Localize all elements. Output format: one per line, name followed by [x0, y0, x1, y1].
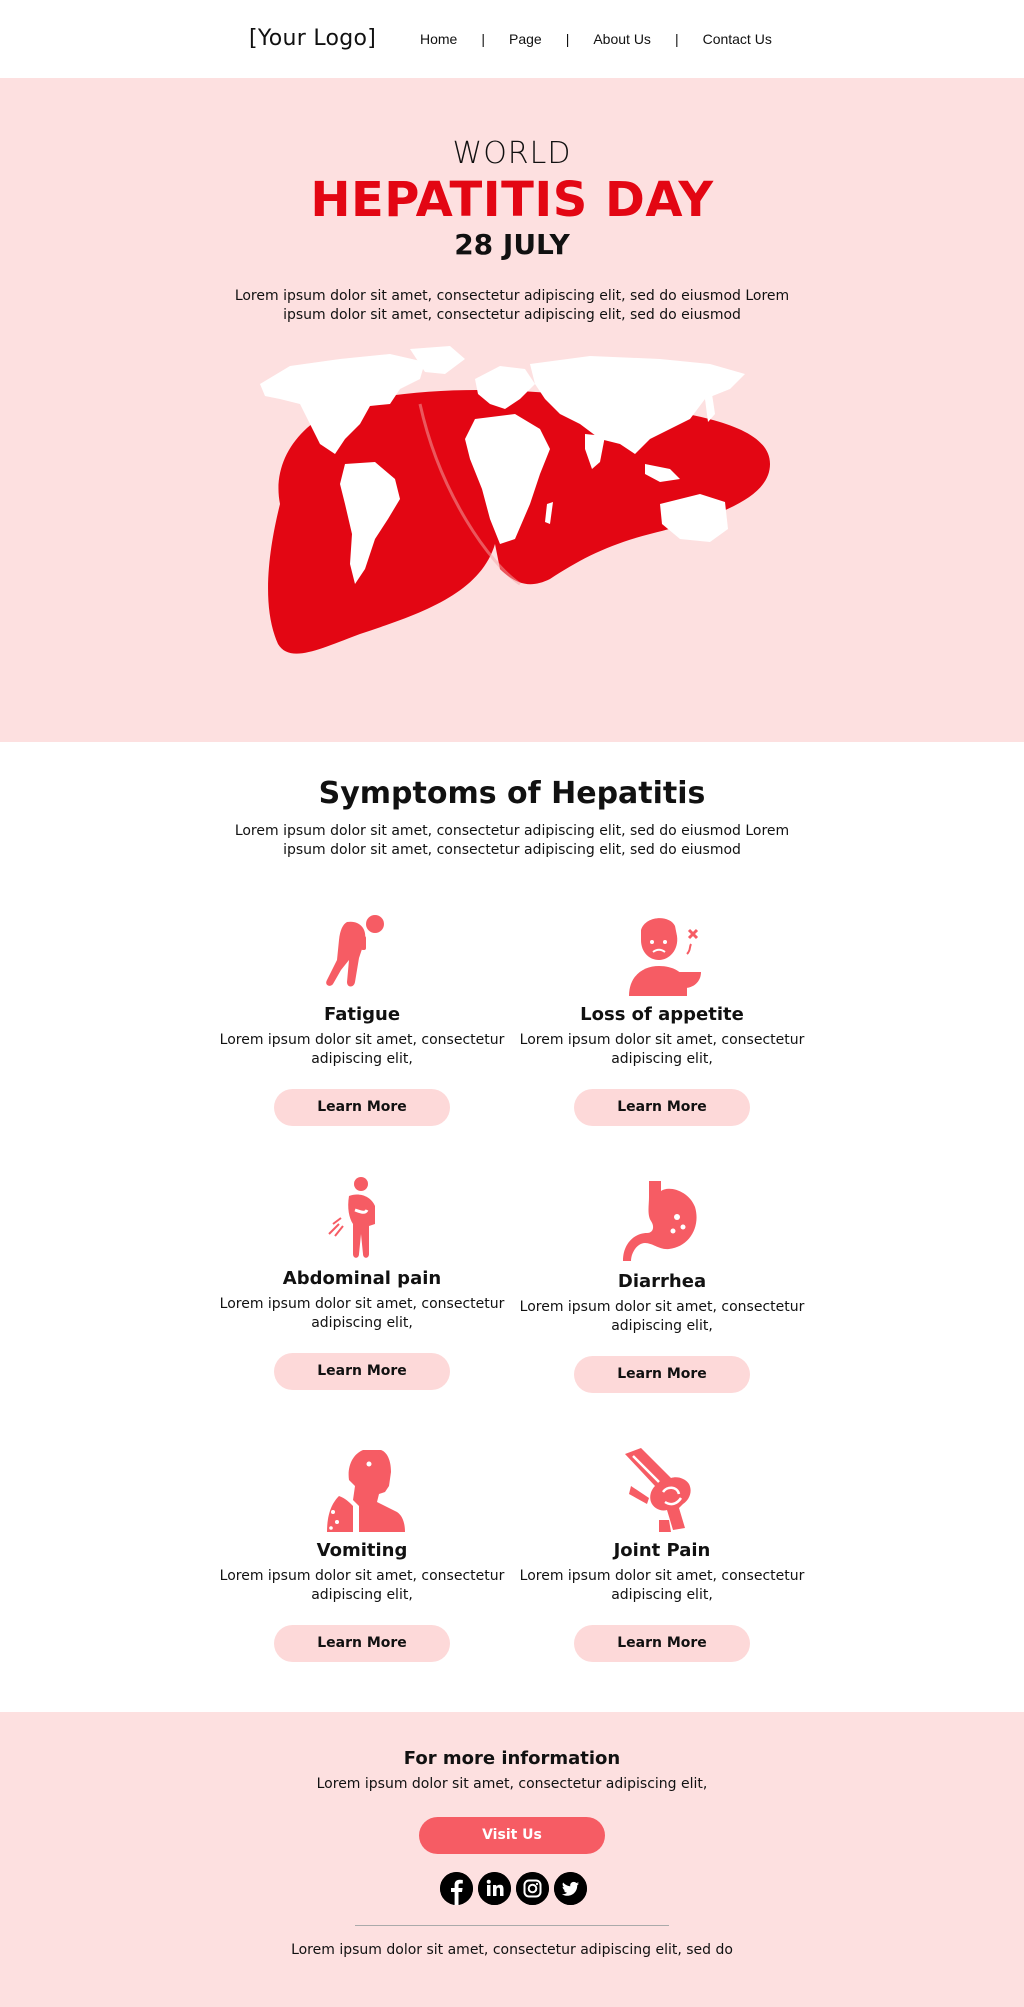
hero-description: Lorem ipsum dolor sit amet, consectetur adipiscing elit, sed do eiusmod Lorem ipsum dolor sit amet, consectetur adipiscing elit, sed do eiusmod — [234, 288, 790, 323]
nav-separator: | — [565, 31, 570, 47]
hero-kicker: WORLD — [452, 136, 572, 171]
symptom-description: Lorem ipsum dolor sit amet, consectetur adipiscing elit, — [519, 1299, 805, 1334]
symptoms-title: Symptoms of Hepatitis — [318, 776, 706, 811]
nav-about-us[interactable]: About Us — [593, 31, 651, 47]
symptom-description: Lorem ipsum dolor sit amet, consectetur adipiscing elit, — [219, 1032, 505, 1067]
nav-separator: | — [481, 31, 485, 47]
symptom-name: Loss of appetite — [580, 1004, 744, 1025]
footer-divider — [355, 1925, 669, 1926]
nav-home[interactable]: Home — [420, 31, 458, 47]
visit-us-button[interactable]: Visit Us — [419, 1817, 605, 1854]
learn-more-button[interactable]: Learn More — [274, 1353, 450, 1390]
fatigue-icon — [319, 910, 405, 996]
hero-section — [0, 78, 1024, 742]
knee-joint-icon — [619, 1446, 705, 1532]
symptom-card-abdominal-pain — [212, 1174, 512, 1390]
symptom-description: Lorem ipsum dolor sit amet, consectetur adipiscing elit, — [519, 1032, 805, 1067]
footer — [0, 1712, 1024, 2007]
stomach-icon — [619, 1177, 705, 1263]
learn-more-button[interactable]: Learn More — [574, 1356, 750, 1393]
nav-page[interactable]: Page — [509, 31, 542, 47]
symptom-name: Abdominal pain — [282, 1268, 442, 1289]
linkedin-icon[interactable] — [478, 1872, 511, 1905]
symptoms-description: Lorem ipsum dolor sit amet, consectetur adipiscing elit, sed do eiusmod Lorem ipsum dolor sit amet, consectetur adipiscing elit, sed do eiusmod — [234, 823, 790, 858]
abdominal-pain-icon — [319, 1174, 405, 1260]
vomiting-icon — [319, 1446, 405, 1532]
symptom-name: Vomiting — [316, 1540, 408, 1561]
symptom-card-diarrhea — [512, 1177, 812, 1393]
learn-more-button[interactable]: Learn More — [274, 1089, 450, 1126]
twitter-icon[interactable] — [554, 1872, 587, 1905]
main-nav — [420, 31, 772, 47]
symptom-name: Diarrhea — [617, 1271, 707, 1292]
symptom-name: Joint Pain — [613, 1540, 711, 1561]
liver-world-map-illustration — [250, 344, 780, 684]
symptom-name: Fatigue — [323, 1004, 401, 1025]
learn-more-button[interactable]: Learn More — [574, 1089, 750, 1126]
nav-separator: | — [674, 31, 679, 47]
header — [0, 0, 1024, 78]
loss-of-appetite-icon — [619, 910, 705, 996]
symptom-description: Lorem ipsum dolor sit amet, consectetur adipiscing elit, — [219, 1568, 505, 1603]
logo[interactable]: [Your Logo] — [249, 26, 377, 51]
symptom-card-fatigue — [212, 910, 512, 1126]
learn-more-button[interactable]: Learn More — [574, 1625, 750, 1662]
nav-contact-us[interactable]: Contact Us — [702, 31, 772, 47]
learn-more-button[interactable]: Learn More — [274, 1625, 450, 1662]
footer-bottom-text: Lorem ipsum dolor sit amet, consectetur adipiscing elit, sed do — [291, 1942, 733, 1958]
symptom-card-loss-of-appetite — [512, 910, 812, 1126]
hero-date: 28 JULY — [454, 228, 570, 261]
footer-title: For more information — [403, 1748, 621, 1769]
symptom-description: Lorem ipsum dolor sit amet, consectetur adipiscing elit, — [219, 1296, 505, 1331]
symptom-card-joint-pain — [512, 1446, 812, 1662]
symptom-card-vomiting — [212, 1446, 512, 1662]
footer-description: Lorem ipsum dolor sit amet, consectetur adipiscing elit, — [316, 1776, 708, 1792]
hero-title: HEPATITIS DAY — [310, 172, 714, 228]
instagram-icon[interactable] — [516, 1872, 549, 1905]
facebook-icon[interactable] — [440, 1872, 473, 1905]
social-links — [440, 1872, 587, 1905]
symptom-description: Lorem ipsum dolor sit amet, consectetur adipiscing elit, — [519, 1568, 805, 1603]
